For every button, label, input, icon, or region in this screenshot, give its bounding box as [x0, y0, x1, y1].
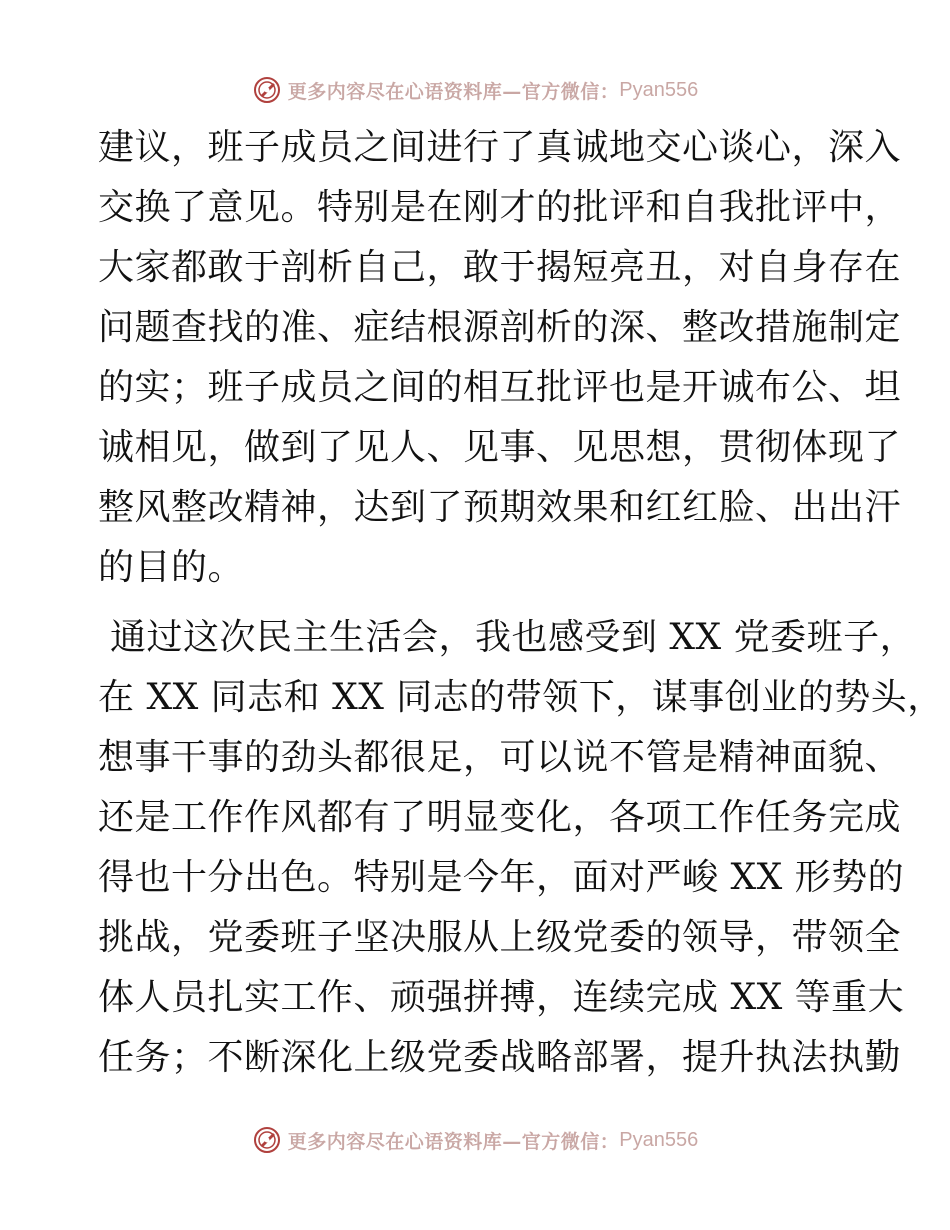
text-line: 得也十分出色。特别是今年，面对严峻 XX 形势的	[98, 857, 905, 898]
footer-banner	[0, 1120, 950, 1160]
banner-account: Pyan556	[619, 1128, 699, 1151]
text-line: 体人员扎实工作、顽强拼搏，连续完成 XX 等重大	[98, 977, 905, 1018]
text-line: 还是工作作风都有了明显变化，各项工作任务完成	[98, 797, 902, 838]
logo-icon	[252, 75, 282, 105]
text-line: 任务；不断深化上级党委战略部署，提升执法执勤	[98, 1037, 902, 1078]
text-line: 大家都敢于剖析自己，敢于揭短亮丑，对自身存在	[98, 247, 902, 288]
logo-icon	[252, 1125, 282, 1155]
text-line: 想事干事的劲头都很足，可以说不管是精神面貌、	[98, 737, 902, 778]
text-line: 挑战，党委班子坚决服从上级党委的领导，带领全	[98, 917, 902, 958]
text-line: 通过这次民主生活会，我也感受到 XX 党委班子，	[98, 617, 917, 658]
header-banner	[0, 70, 950, 110]
text-line: 问题查找的准、症结根源剖析的深、整改措施制定	[98, 307, 902, 348]
paragraph-gap	[98, 598, 858, 608]
paragraph	[98, 118, 902, 598]
text-line: 建议，班子成员之间进行了真诚地交心谈心，深入	[98, 127, 902, 168]
paragraph	[98, 608, 944, 1088]
banner-text: 更多内容尽在心语资料库—官方微信：	[287, 80, 620, 103]
text-line: 的实；班子成员之间的相互批评也是开诚布公、坦	[98, 367, 902, 408]
text-line: 整风整改精神，达到了预期效果和红红脸、出出汗	[98, 487, 902, 528]
text-line: 交换了意见。特别是在刚才的批评和自我批评中，	[98, 187, 902, 228]
banner-account: Pyan556	[619, 78, 699, 101]
banner-text: 更多内容尽在心语资料库—官方微信：	[287, 1130, 620, 1153]
document-body	[98, 118, 944, 1088]
text-line: 的目的。	[98, 547, 245, 588]
text-line: 在 XX 同志和 XX 同志的带领下，谋事创业的势头，	[98, 677, 944, 718]
text-line: 诚相见，做到了见人、见事、见思想，贯彻体现了	[98, 427, 902, 468]
